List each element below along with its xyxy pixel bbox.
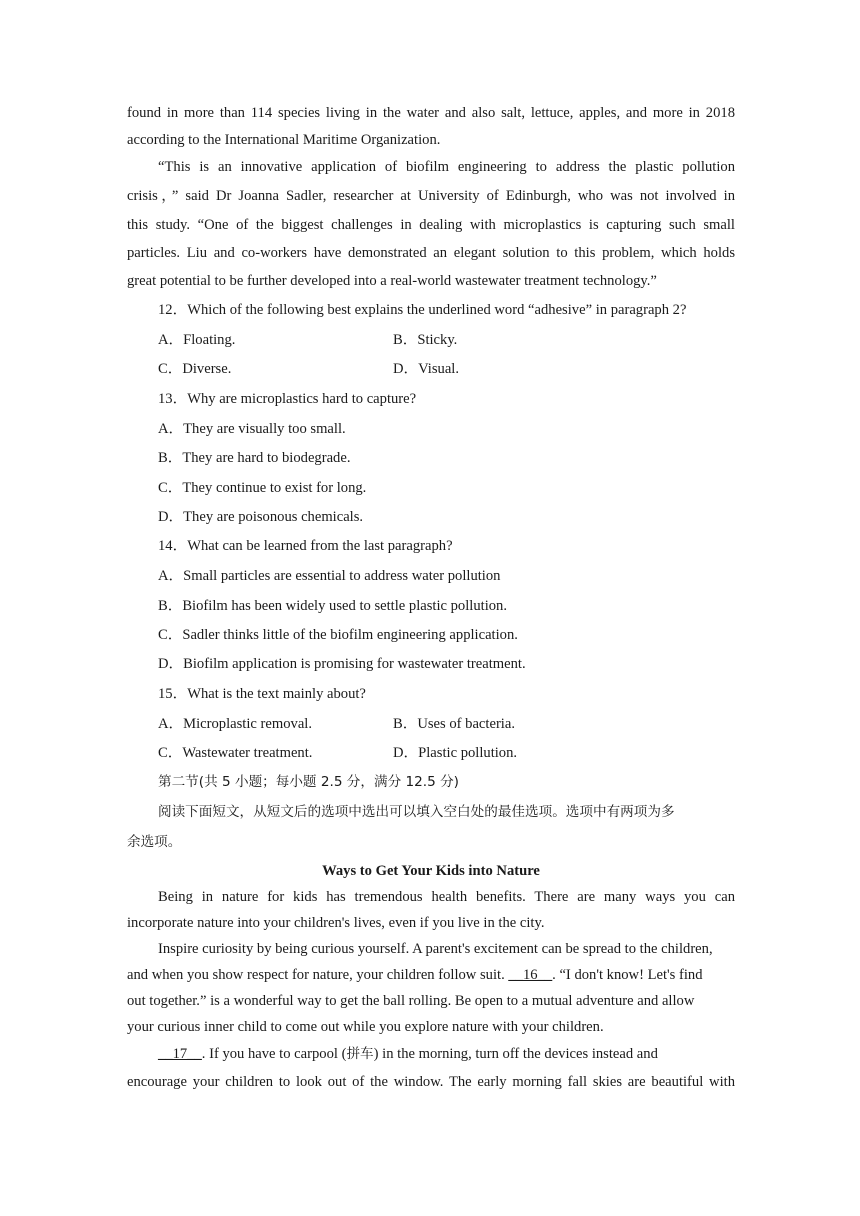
question-13-stem: 13．Why are microplastics hard to capture? bbox=[158, 391, 417, 407]
question-12-option-d: D．Visual. bbox=[393, 361, 460, 377]
article-title: Ways to Get Your Kids into Nature bbox=[322, 863, 540, 879]
question-13-option-d: D．They are poisonous chemicals. bbox=[158, 509, 364, 525]
question-12-option-b: B．Sticky. bbox=[393, 332, 458, 348]
section-instruction-cont bbox=[127, 832, 735, 852]
passage-line: found in more than 114 species living in the water and also salt, lettuce, apples, and more in 2018 bbox=[127, 105, 735, 121]
section-heading bbox=[158, 772, 735, 792]
question-14-option-a: A．Small particles are essential to address water pollution bbox=[158, 568, 501, 584]
article-text: . “I don't know! Let's find bbox=[552, 967, 703, 983]
article-line: Being in nature for kids has tremendous health benefits. There are many ways you can bbox=[158, 889, 735, 905]
question-13-option-a: A．They are visually too small. bbox=[158, 421, 346, 437]
passage-line: according to the International Maritime Organization. bbox=[127, 132, 441, 148]
section-instruction bbox=[158, 802, 735, 822]
article-line: encourage your children to look out of the window. The early morning fall skies are beautiful with bbox=[127, 1074, 735, 1090]
question-15-option-b: B．Uses of bacteria. bbox=[393, 716, 515, 732]
question-14-option-b: B．Biofilm has been widely used to settle plastic pollution. bbox=[158, 598, 507, 614]
article-line-with-blank-16 bbox=[127, 965, 735, 985]
passage-line: “This is an innovative application of biofilm engineering to address the plastic pollution bbox=[158, 159, 735, 175]
section-instruction-text-cont: 余选项。 bbox=[127, 834, 182, 850]
article-line: Inspire curiosity by being curious yourself. A parent's excitement can be spread to the children, bbox=[158, 941, 713, 957]
question-15-option-c: C．Wastewater treatment. bbox=[158, 745, 313, 761]
blank-17: __17__ bbox=[158, 1046, 202, 1062]
passage-line: great potential to be further developed into a real-world wastewater treatment technology.” bbox=[127, 273, 657, 289]
article-text-cjk: 拼车 bbox=[346, 1046, 374, 1062]
article-line: incorporate nature into your children's lives, even if you live in the city. bbox=[127, 915, 545, 931]
article-line-with-blank-17 bbox=[158, 1044, 735, 1064]
blank-16: __16__ bbox=[508, 967, 553, 983]
passage-line: particles. Liu and co-workers have demonstrated an elegant solution to this problem, which holds bbox=[127, 245, 735, 261]
article-text: and when you show respect for nature, your children follow suit. bbox=[127, 967, 509, 983]
question-12-option-c: C．Diverse. bbox=[158, 361, 232, 377]
question-12-option-a: A．Floating. bbox=[158, 332, 236, 348]
article-text: ) in the morning, turn off the devices instead and bbox=[373, 1046, 658, 1062]
article-line: your curious inner child to come out while you explore nature with your children. bbox=[127, 1019, 604, 1035]
passage-line: this study. “One of the biggest challenges in dealing with microplastics is capturing such small bbox=[127, 217, 735, 233]
passage-line: crisis，” said Dr Joanna Sadler, researcher at University of Edinburgh, who was not involved in bbox=[127, 188, 735, 204]
question-14-option-c: C．Sadler thinks little of the biofilm engineering application. bbox=[158, 627, 518, 643]
question-15-stem: 15．What is the text mainly about? bbox=[158, 686, 366, 702]
question-14-stem: 14．What can be learned from the last paragraph? bbox=[158, 538, 453, 554]
article-text: . If you have to carpool ( bbox=[201, 1046, 347, 1062]
article-line: out together.” is a wonderful way to get the ball rolling. Be open to a mutual adventure and allow bbox=[127, 993, 695, 1009]
question-13-option-b: B．They are hard to biodegrade. bbox=[158, 450, 351, 466]
section-heading-text: 第二节(共 5 小题；每小题 2.5 分，满分 12.5 分) bbox=[158, 774, 459, 790]
question-14-option-d: D．Biofilm application is promising for wastewater treatment. bbox=[158, 656, 526, 672]
question-15-option-a: A．Microplastic removal. bbox=[158, 716, 313, 732]
question-13-option-c: C．They continue to exist for long. bbox=[158, 480, 367, 496]
question-12-stem: 12．Which of the following best explains the underlined word “adhesive” in paragraph 2? bbox=[158, 302, 687, 318]
question-15-option-d: D．Plastic pollution. bbox=[393, 745, 518, 761]
section-instruction-text: 阅读下面短文，从短文后的选项中选出可以填入空白处的最佳选项。选项中有两项为多 bbox=[158, 804, 675, 820]
